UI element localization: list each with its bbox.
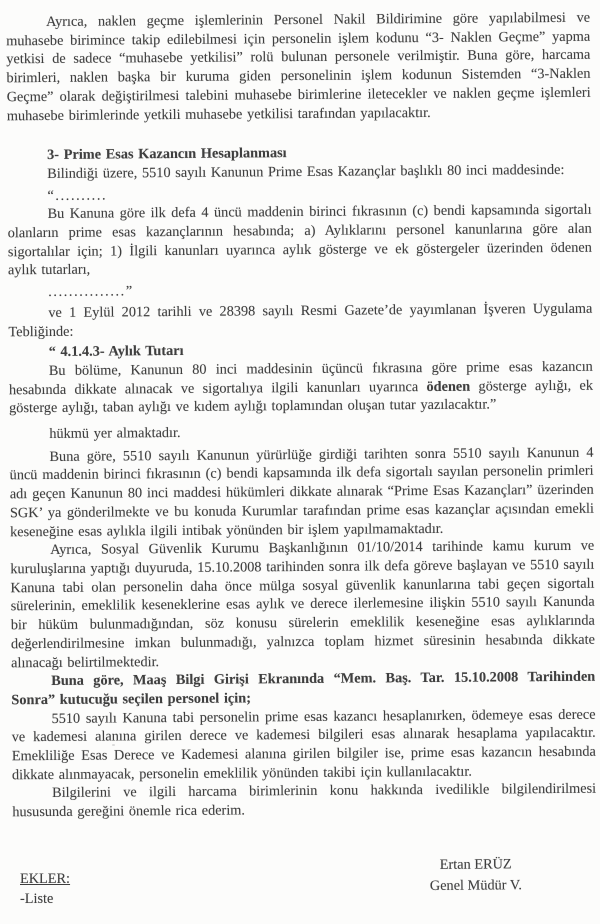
section-heading-aylik-tutari: “ 4.1.4.3- Aylık Tutarı — [48, 343, 184, 361]
paragraph-bilindigi-uzere: Bilindiği üzere, 5510 sayılı Kanunun Prime Esas Kazançlar başlıklı 80 inci maddesinde: — [47, 161, 565, 182]
paragraph-naklen-gecme: Ayrıca, naklen geçme işlemlerinin Personel Nakil Bildirimine göre yapılabilmesi ve muhasebe birimince takip edilebilmesi için personelin işlem kodunu “3- Naklen Geçme” yapma yetkisi de sadece “muhasebe yetkilisi” rolü bulunan personele verilmiştir. Buna göre, harcama birimleri, naklen başka bir kuruma giden personelinin işlem kodunun Sistemden “3-Naklen Geçme” olarak değiştirilmesi talebini muhasebe birimlerine iletecekler ve naklen geçme işlemleri muhasebe birimlerinde yetkili muhasebe yetkilisi tarafından yapılacaktır. — [6, 9, 591, 124]
quote-bolum-text-after: gösterge aylığı, ek gösterge aylığı, taban aylığı ve kıdem aylığı toplamından oluşan tutar yazılacaktır.” — [9, 377, 594, 417]
scan-speckle — [112, 744, 115, 746]
ellipsis-quote-close: ...............” — [48, 283, 134, 301]
ellipsis-quote-open: “.......... — [47, 187, 108, 204]
quote-bolum-text-before: Bu bölüme, Kanunun 80 inci maddesinin üçüncü fıkrasına göre prime esas kazancın hesabında dikkate alınacak ve sigortalıya ilgili kanunları uyarınca — [8, 358, 593, 398]
paragraph-hukmu-yer: hükmü yer almaktadır. — [49, 424, 181, 443]
attachments-label: EKLER: — [20, 871, 71, 887]
paragraph-bilgilerini-rica: Bilgilerini ve ilgili harcama birimlerinin konu hakkında ivedilikle bilgilendirilmesi hususunda gereğini önemle rica ederim. — [12, 781, 597, 821]
quote-bolum-bold-odenen: ödenen — [426, 378, 471, 395]
paragraph-resmi-gazete: ve 1 Eylül 2012 tarihli ve 28398 sayılı Resmi Gazete’de yayımlanan İşveren Uygulama Tebliğinde: — [8, 300, 593, 340]
signature-title: Genel Müdür V. — [429, 877, 522, 894]
paragraph-maas-bilgi-girisi-bold: Buna göre, Maaş Bilgi Girişi Ekranında “Mem. Baş. Tar. 15.10.2008 Tarihinden Sonra” kutucuğu seçilen personel için; — [11, 668, 596, 709]
paragraph-quoted-bu-bolume — [9, 358, 593, 419]
paragraph-ayrica-sgk-duyuru: Ayrıca, Sosyal Güvenlik Kurumu Başkanlığının 01/10/2014 tarihinde kamu kurum ve kuruluşlarına yaptığı duyuruda, 15.10.2008 tarihinden sonra ilk defa göreve başlayan ve 5510 sayılı Kanuna tabi olan personelin daha önce mülga sosyal güvenlik kanunlarına tabi geçen sigortalı sürelerinin, emeklilik keseneklerine esas aylık ve derece ilerlemesine ilişkin 5510 sayılı Kanunda bir hüküm bulunmadığından, söz konusu sürelerin emeklilik keseneğine esas aylıklarında değerlendirilmesine imkan bulunmadığı, yalnızca toplam hizmet süresinin hesabında dikkate alınacağı belirtilmektedir. — [10, 537, 596, 671]
section-heading-prime-esas-kazanc: 3- Prime Esas Kazancın Hesaplanması — [47, 145, 287, 164]
signature-name: Ertan ERÜZ — [439, 856, 512, 873]
attachments-block — [20, 869, 70, 909]
document-body — [6, 9, 597, 900]
paragraph-buna-gore-5510: Buna göre, 5510 sayılı Kanunun yürürlüğe girdiği tarihten sonra 5510 sayılı Kanunun 4 üncü maddenin birinci fıkrasının (c) bendi kapsamında ilk defa sigortalı sayılan personelin primleri adı geçen Kanunun 80 inci maddesi hükümleri dikkate alınarak “Prime Esas Kazançları” üzerinden SGK’ ya gönderilmekte ve bu konuda Kurumlar tarafından prime esas kazançlar açısından emekli keseneğine esas aylıkla ilgili intibak yönünden bir işlem yapılmamaktadır. — [9, 444, 594, 540]
signature-block — [411, 854, 541, 897]
attachments-item-liste: -Liste — [20, 891, 54, 907]
paragraph-quoted-kanun-madde80: Bu Kanuna göre ilk defa 4 üncü maddenin birinci fıkrasının (c) bendi kapsamında sigortalı olanların prime esas kazançlarının hesabında; a) Aylıklarını personel kanunlarına göre alan sigortalılar için; 1) İlgili kanunları uyarınca aylık gösterge ve ek göstergeler üzerinden ödenen aylık tutarları, — [7, 202, 592, 279]
paragraph-5510-hesaplama: 5510 sayılı Kanuna tabi personelin prime esas kazancı hesaplanırken, ödemeye esas derece ve kademesi alanına girilen derece ve kademesi bilgileri esas alınarak hesaplama yapılacaktır. Emekliliğe Esas Derece ve Kademesi alanına girilen bilgiler ise, prime esas kazancın hesabında dikkate alınmayacak, personelin emeklilik yönünden takibi için kullanılacaktır. — [11, 706, 596, 783]
